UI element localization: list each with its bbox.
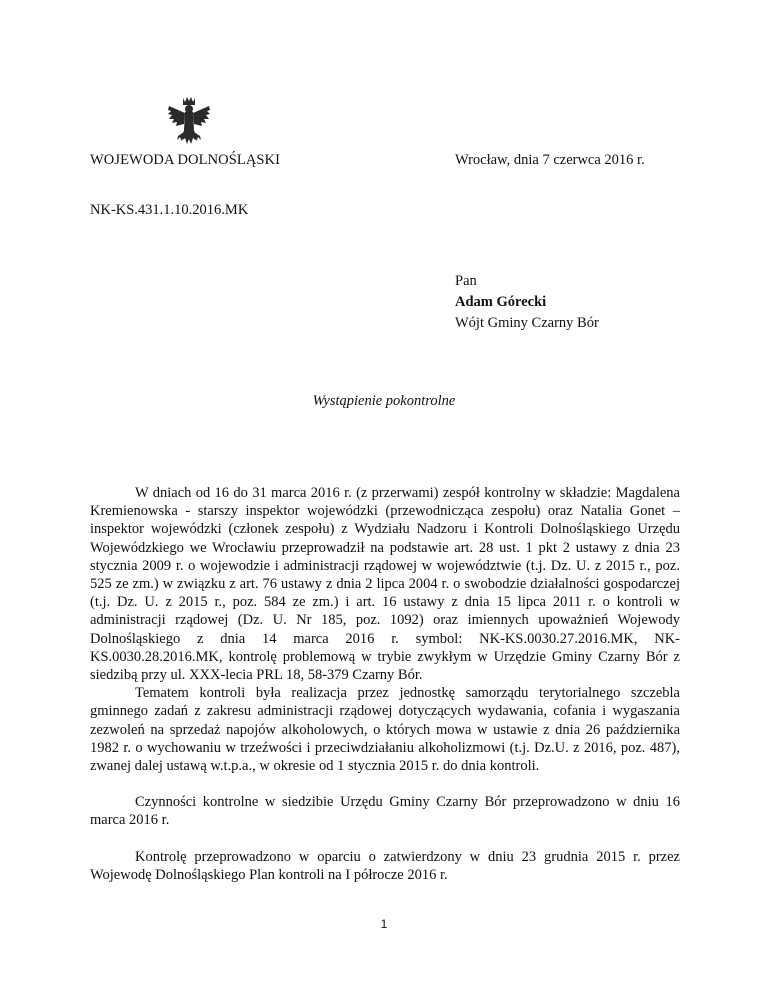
addressee-salutation: Pan <box>455 273 477 289</box>
addressee-block <box>455 271 599 334</box>
addressee-position: Wójt Gminy Czarny Bór <box>455 315 599 331</box>
document-body <box>90 484 680 884</box>
body-paragraph: W dniach od 16 do 31 marca 2016 r. (z przerwami) zespół kontrolny w składzie: Magdalena Kremienowska - starszy inspektor wojewódzki (przewodnicząca zespołu) oraz Natalia Gonet – inspektor wojewódzki (członek zespołu) z Wydziału Nadzoru i Kontroli Dolnośląskiego Urzędu Wojewódzkiego we Wrocławiu przeprowadził na podstawie art. 28 ust. 1 pkt 2 ustawy z dnia 23 stycznia 2009 r. o wojewodzie i administracji rządowej w województwie (t.j. Dz. U. z 2015 r., poz. 525 ze zm.) w związku z art. 76 ustawy z dnia 2 lipca 2004 r. o swobodzie działalności gospodarczej (t.j. Dz. U. z 2015 r., poz. 584 ze zm.) i art. 16 ustawy z dnia 15 lipca 2011 r. o kontroli w administracji rządowej (Dz. U. Nr 185, poz. 1092) oraz imiennych upoważnień Wojewody Dolnośląskiego z dnia 14 marca 2016 r. symbol: NK-KS.0030.27.2016.MK, NK-KS.0030.28.2016.MK, kontrolę problemową w trybie zwykłym w Urzędzie Gminy Czarny Bór z siedzibą przy ul. XXX-lecia PRL 18, 58-379 Czarny Bór. <box>90 485 680 684</box>
document-date: Wrocław, dnia 7 czerwca 2016 r. <box>455 152 645 168</box>
polish-eagle-emblem-icon <box>166 96 212 152</box>
body-paragraph: Tematem kontroli była realizacja przez jednostkę samorządu terytorialnego szczebla gminnego zadań z zakresu administracji rządowej dotyczących wydawania, cofania i wygaszania zezwoleń na sprzedaż napojów alkoholowych, o których mowa w ustawie z dnia 26 października 1982 r. o wychowaniu w trzeźwości i przeciwdziałaniu alkoholizmowi (t.j. Dz.U. z 2016, poz. 487), zwanej dalej ustawą w.t.p.a., w okresie od 1 stycznia 2015 r. do dnia kontroli. <box>90 685 680 775</box>
page-number: 1 <box>380 917 388 931</box>
document-title: Wystąpienie pokontrolne <box>312 393 456 409</box>
addressee-name: Adam Górecki <box>455 294 547 310</box>
issuing-authority: WOJEWODA DOLNOŚLĄSKI <box>90 152 281 168</box>
reference-number: NK-KS.431.1.10.2016.MK <box>90 202 249 218</box>
body-paragraph: Kontrolę przeprowadzono w oparciu o zatwierdzony w dniu 23 grudnia 2015 r. przez Wojewodę Dolnośląskiego Plan kontroli na I półrocze 2016 r. <box>90 848 680 883</box>
body-paragraph: Czynności kontrolne w siedzibie Urzędu Gminy Czarny Bór przeprowadzono w dniu 16 marca 2016 r. <box>90 794 680 829</box>
